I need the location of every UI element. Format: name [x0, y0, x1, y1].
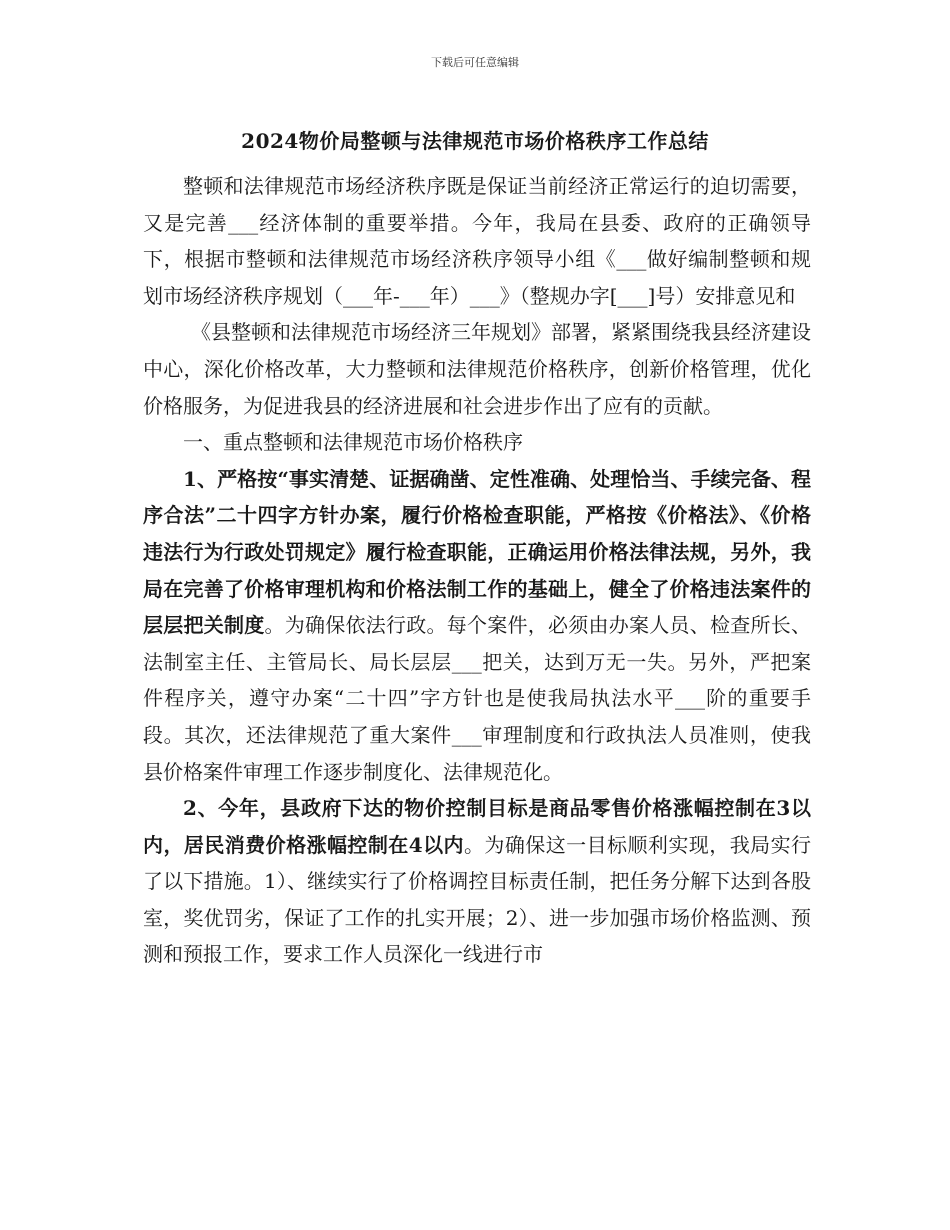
header-note: 下载后可任意编辑 — [431, 56, 519, 69]
item-1-bold-text: 1、严格按“事实清楚、证据确凿、定性准确、处理恰当、手续完备、程序合法”二十四字方针办案，履行价格检查职能，严格按《价格法》、《价格违法行为行政处罚规定》履行检查职能，正确运用价格法律法规，另外，我局在完善了价格审理机构和价格法制工作的基础上，健全了价格违法案件的层层把关制度 — [143, 466, 811, 638]
document-title: 2024物价局整顿与法律规范市场价格秩序工作总结 — [241, 129, 709, 153]
section-heading-1: 一、重点整顿和法律规范市场价格秩序 — [183, 430, 523, 455]
item-2-paragraph — [143, 790, 811, 973]
intro-paragraph-1: 整顿和法律规范市场经济秩序既是保证当前经济正常运行的迫切需要，又是完善___经济体制的重要举措。今年，我局在县委、政府的正确领导下，根据市整顿和法律规范市场经济秩序领导小组《___做好编制整顿和规划市场经济秩序规划（___年-___年）___》（整规办字[___]号）安排意见和 — [143, 174, 811, 308]
intro-paragraph-2: 《县整顿和法律规范市场经济三年规划》部署，紧紧围绕我县经济建设中心，深化价格改革，大力整顿和法律规范价格秩序，创新价格管理，优化价格服务，为促进我县的经济进展和社会进步作出了应有的贡献。 — [143, 320, 811, 418]
item-1-text: 。为确保依法行政。每个案件，必须由办案人员、检查所长、法制室主任、主管局长、局长层层___把关，达到万无一失。另外，严把案件程序关，遵守办案“二十四”字方针也是使我局执法水平___阶的重要手段。其次，还法律规范了重大案件___审理制度和行政执法人员准则，使我县价格案件审理工作逐步制度化、法律规范化。 — [143, 613, 811, 784]
document-body — [143, 168, 811, 973]
item-1-paragraph — [143, 461, 811, 790]
item-2-bold-text: 2、今年，县政府下达的物价控制目标是商品零售价格涨幅控制在3以内，居民消费价格涨幅控制在4以内 — [143, 796, 811, 857]
item-2-text: 。为确保这一目标顺利实现，我局实行了以下措施。1）、继续实行了价格调控目标责任制，把任务分解下达到各股室，奖优罚劣，保证了工作的扎实开展；2）、进一步加强市场价格监测、预测和预报工作，要求工作人员深化一线进行市 — [143, 832, 812, 967]
